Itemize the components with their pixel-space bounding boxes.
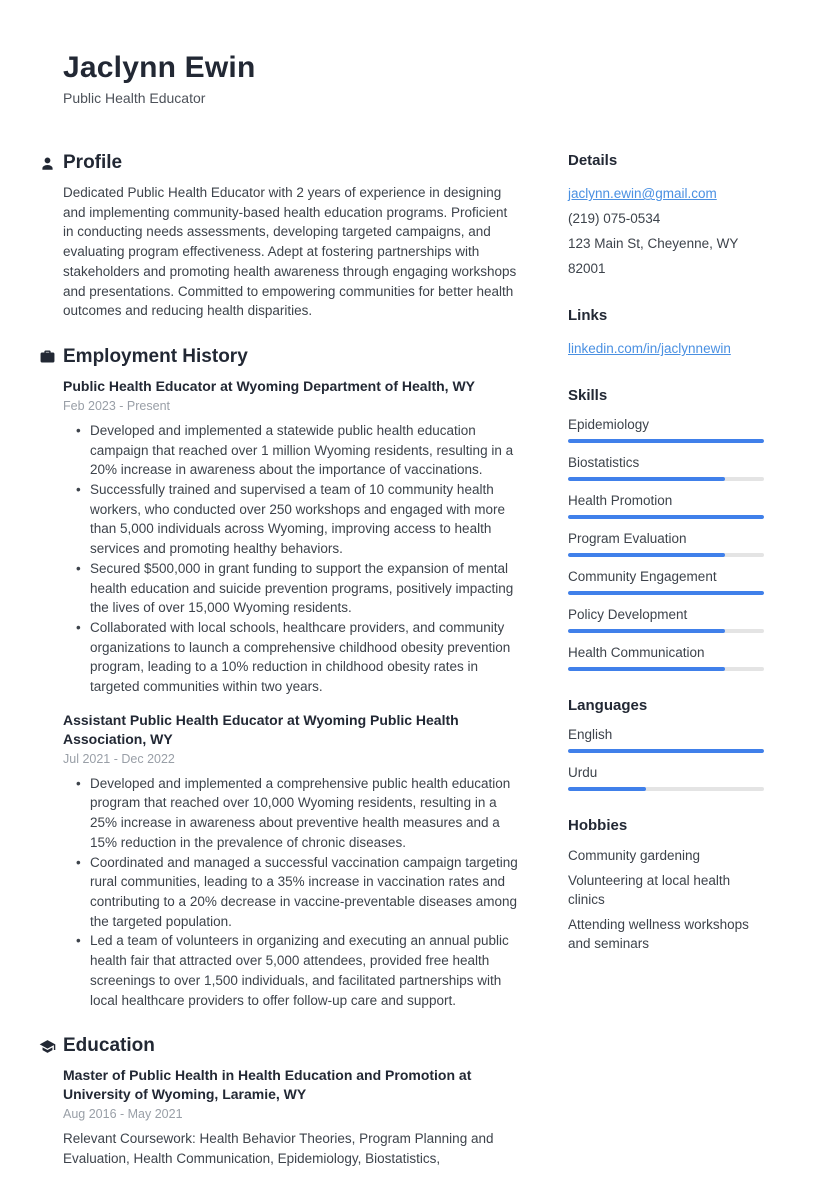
skill-label: Health Communication (568, 645, 705, 660)
resume-header (63, 50, 764, 107)
education-section (63, 1034, 518, 1168)
skill-bar-fill (568, 477, 725, 481)
skill-bar-fill (568, 591, 764, 595)
main-column (63, 151, 518, 1169)
skill-item (568, 492, 764, 519)
degree-title: Master of Public Health in Health Education and Promotion at University of Wyoming, Laramie, WY (63, 1067, 472, 1103)
profile-section (63, 151, 518, 321)
job-bullet: • Led a team of volunteers in organizing and executing an annual public health fair that attracted over 5,000 attendees, provided free health screenings to over 1,500 individuals, and facilitated partnerships with local healthcare providers to offer follow-up care and support. (63, 931, 518, 1010)
education-dates: Aug 2016 - May 2021 (63, 1107, 183, 1122)
education-heading-label: Education (63, 1035, 155, 1057)
employment-heading-label: Employment History (63, 345, 248, 367)
languages-section (568, 696, 764, 791)
languages-heading: Languages (568, 697, 648, 714)
email-link[interactable]: jaclynn.ewin@gmail.com (568, 186, 717, 201)
job-bullet: • Developed and implemented a comprehensive public health education program that reached over 10,000 Wyoming residents, resulting in a 25% increase in awareness about preventive health measures and a 15% reduction in the prevalence of chronic diseases. (63, 774, 518, 853)
education-heading (39, 1034, 518, 1058)
skill-bar-fill (568, 553, 725, 557)
skill-bar-track (568, 553, 764, 557)
profile-summary: Dedicated Public Health Educator with 2 years of experience in designing and implementing community-based health education programs. Proficient in conducting needs assessments, developing targeted campaigns, and evaluating program effectiveness. Adept at fostering partnerships with stakeholders and promoting health awareness through engaging workshops and presentations. Committed to empowering communities for better health outcomes and reducing health disparities. (63, 185, 517, 319)
job-bullet-list (63, 774, 518, 1010)
language-item (568, 764, 764, 791)
job-bullet: • Successfully trained and supervised a team of 10 community health workers, who conducted over 250 workshops and engaged with more than 5,000 individuals across Wyoming, improving access to health services and promoting healthy behaviors. (63, 480, 518, 559)
skill-label: Biostatistics (568, 455, 640, 470)
profile-heading (39, 151, 518, 175)
briefcase-icon (39, 348, 56, 365)
skill-bar-track (568, 591, 764, 595)
job-bullet: • Secured $500,000 in grant funding to support the expansion of mental health education and suicide prevention programs, positively impacting the lives of over 15,000 Wyoming residents. (63, 559, 518, 618)
person-name: Jaclynn Ewin (63, 51, 256, 84)
skill-bar-track (568, 477, 764, 481)
hobby-item: Volunteering at local health clinics (568, 873, 731, 907)
skill-bar-track (568, 667, 764, 671)
content-columns (63, 151, 764, 1169)
hobby-item: Attending wellness workshops and seminars (568, 917, 749, 951)
job-dates: Jul 2021 - Dec 2022 (63, 751, 175, 766)
hobby-item: Community gardening (568, 848, 701, 863)
job-entry (63, 711, 518, 1010)
employment-heading (39, 345, 518, 369)
skill-label: Program Evaluation (568, 531, 687, 546)
language-bar-track (568, 749, 764, 753)
job-bullet-list (63, 421, 518, 697)
education-entry (63, 1066, 518, 1168)
job-bullet: • Developed and implemented a statewide public health education campaign that reached over 1 million Wyoming residents, resulting in a 20% increase in awareness about the importance of vaccinations. (63, 421, 518, 480)
skill-bar-track (568, 515, 764, 519)
skill-label: Policy Development (568, 607, 688, 622)
address: 123 Main St, Cheyenne, WY 82001 (568, 236, 739, 276)
skill-bar-fill (568, 515, 764, 519)
details-section (568, 151, 764, 281)
language-bar-fill (568, 787, 646, 791)
skill-item (568, 644, 764, 671)
job-bullet: • Coordinated and managed a successful vaccination campaign targeting rural communities, leading to a 35% increase in vaccination rates and contributing to a 20% decrease in vaccine-preventable diseases among the targeted population. (63, 853, 518, 932)
hobbies-heading: Hobbies (568, 817, 628, 834)
links-heading: Links (568, 307, 608, 324)
skill-item (568, 568, 764, 595)
skill-bar-track (568, 439, 764, 443)
skill-bar-track (568, 629, 764, 633)
job-title: Assistant Public Health Educator at Wyoming Public Health Association, WY (63, 711, 459, 747)
skill-item (568, 606, 764, 633)
skill-label: Health Promotion (568, 493, 673, 508)
job-dates: Feb 2023 - Present (63, 398, 171, 413)
skills-heading: Skills (568, 387, 608, 404)
skill-label: Community Engagement (568, 569, 717, 584)
links-section (568, 306, 764, 361)
job-entry (63, 377, 518, 697)
profile-heading-label: Profile (63, 152, 123, 173)
skills-section (568, 386, 764, 671)
skill-bar-fill (568, 439, 764, 443)
graduation-cap-icon (39, 1038, 56, 1055)
skill-label: Epidemiology (568, 417, 650, 432)
details-heading: Details (568, 152, 618, 169)
skill-item (568, 530, 764, 557)
job-title: Public Health Educator at Wyoming Department of Health, WY (63, 377, 476, 394)
hobbies-section (568, 816, 764, 953)
skill-bar-fill (568, 667, 725, 671)
person-icon (39, 155, 56, 172)
language-item (568, 726, 764, 753)
linkedin-link[interactable]: linkedin.com/in/jaclynnewin (568, 341, 731, 356)
skill-bar-fill (568, 629, 725, 633)
skill-item (568, 454, 764, 481)
job-bullet: • Collaborated with local schools, healthcare providers, and community organizations to launch a comprehensive childhood obesity prevention program, leading to a 10% reduction in childhood obesity rates in targeted communities within two years. (63, 618, 518, 697)
language-label: English (568, 727, 613, 742)
person-job-title: Public Health Educator (63, 90, 206, 106)
phone-number: (219) 075-0534 (568, 211, 661, 226)
employment-section (63, 345, 518, 1010)
language-bar-fill (568, 749, 764, 753)
education-description: Relevant Coursework: Health Behavior Theories, Program Planning and Evaluation, Health Communication, Epidemiology, Biostatistics, (63, 1131, 494, 1166)
language-bar-track (568, 787, 764, 791)
skill-item (568, 416, 764, 443)
sidebar (568, 151, 764, 1169)
language-label: Urdu (568, 765, 598, 780)
